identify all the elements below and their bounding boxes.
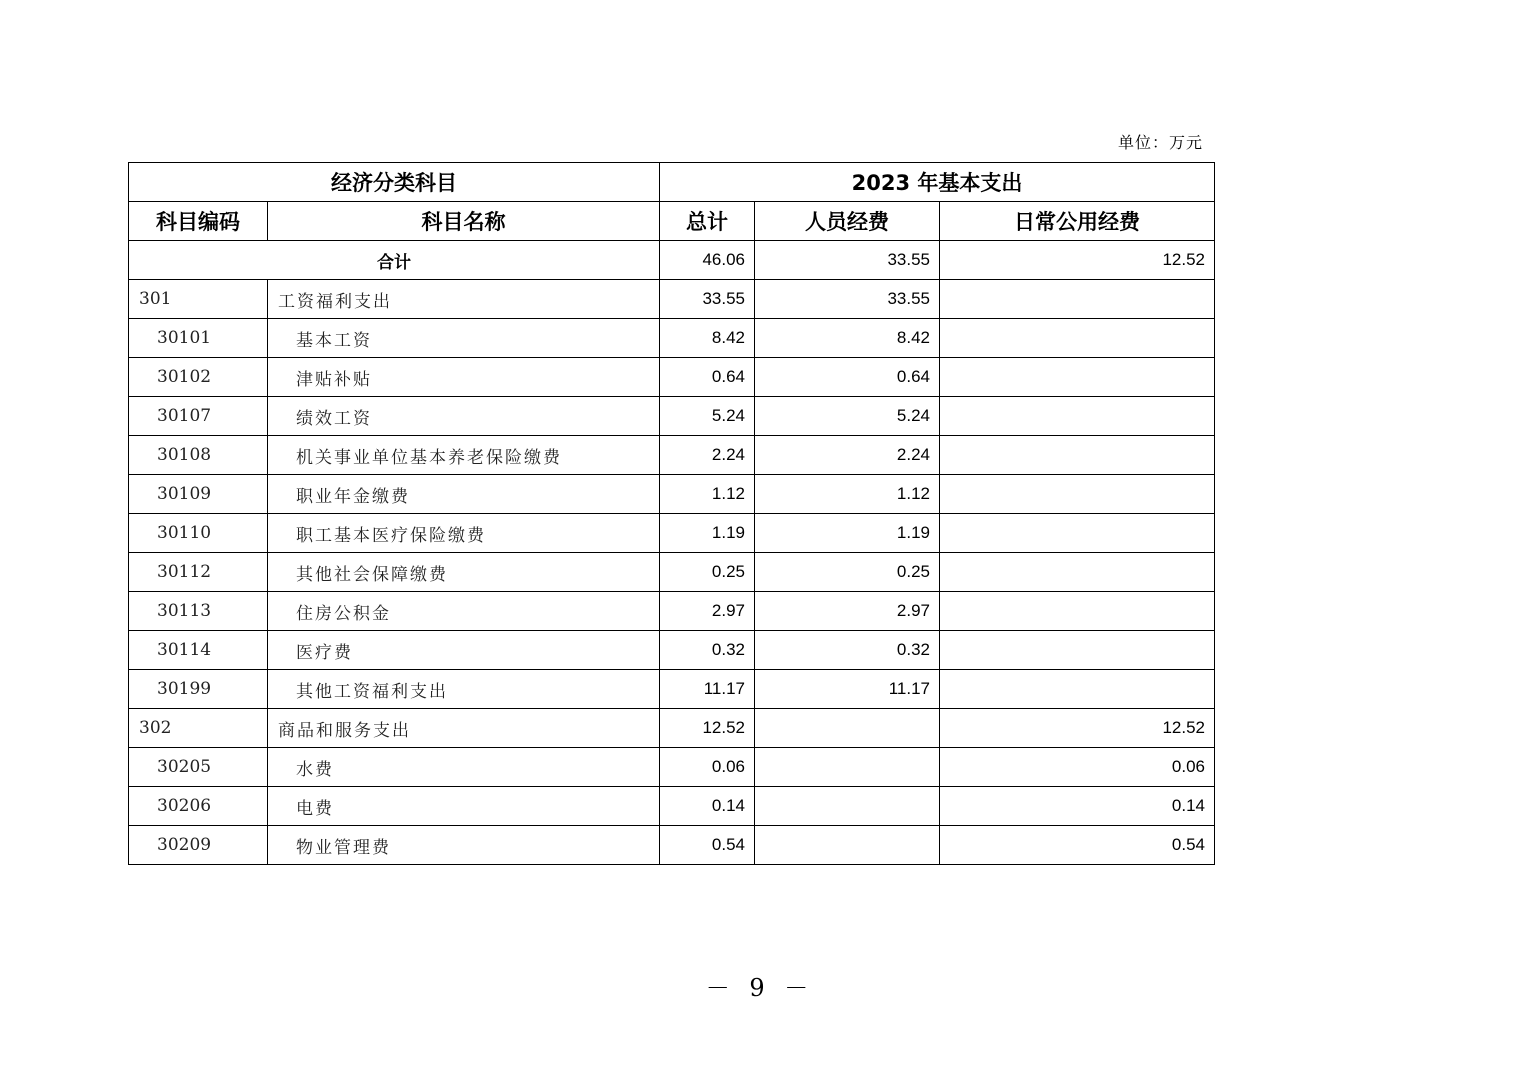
row-personnel: 1.19 (755, 514, 940, 553)
row-code: 30112 (129, 553, 268, 592)
row-public: 0.54 (940, 826, 1215, 865)
row-total: 5.24 (660, 397, 755, 436)
row-name: 基本工资 (268, 319, 660, 358)
row-public (940, 280, 1215, 319)
row-total: 0.25 (660, 553, 755, 592)
table-row (129, 514, 1215, 553)
row-code: 30107 (129, 397, 268, 436)
header-row-columns (129, 202, 1215, 241)
row-name: 电费 (268, 787, 660, 826)
row-personnel: 33.55 (755, 280, 940, 319)
row-personnel (755, 709, 940, 748)
header-row-top (129, 163, 1215, 202)
table-row (129, 319, 1215, 358)
table-row (129, 709, 1215, 748)
row-public (940, 670, 1215, 709)
row-total: 11.17 (660, 670, 755, 709)
row-name: 水费 (268, 748, 660, 787)
page-number: － 9 － (705, 974, 815, 1002)
row-total: 33.55 (660, 280, 755, 319)
row-public (940, 358, 1215, 397)
row-name: 物业管理费 (268, 826, 660, 865)
row-code: 30114 (129, 631, 268, 670)
row-code: 30108 (129, 436, 268, 475)
row-name: 其他工资福利支出 (268, 670, 660, 709)
row-personnel (755, 748, 940, 787)
row-name: 绩效工资 (268, 397, 660, 436)
row-code: 30209 (129, 826, 268, 865)
basic-expense-header: 2023 年基本支出 (660, 163, 1215, 202)
row-code: 30206 (129, 787, 268, 826)
row-code: 30110 (129, 514, 268, 553)
row-name: 职工基本医疗保险缴费 (268, 514, 660, 553)
row-code: 30205 (129, 748, 268, 787)
row-personnel (755, 826, 940, 865)
row-name: 住房公积金 (268, 592, 660, 631)
table-row (129, 475, 1215, 514)
total-label: 合计 (129, 241, 660, 280)
table-row (129, 436, 1215, 475)
row-public (940, 475, 1215, 514)
unit-label: 单位：万元 (1117, 133, 1203, 152)
table-row (129, 397, 1215, 436)
row-code: 301 (129, 280, 268, 319)
row-name: 医疗费 (268, 631, 660, 670)
row-personnel (755, 787, 940, 826)
row-public (940, 436, 1215, 475)
row-total: 2.97 (660, 592, 755, 631)
row-personnel: 8.42 (755, 319, 940, 358)
table-row (129, 631, 1215, 670)
row-personnel: 0.32 (755, 631, 940, 670)
total-total: 46.06 (660, 241, 755, 280)
row-name: 机关事业单位基本养老保险缴费 (268, 436, 660, 475)
table-row (129, 553, 1215, 592)
col-header-name: 科目名称 (268, 202, 660, 241)
row-personnel: 1.12 (755, 475, 940, 514)
row-personnel: 2.97 (755, 592, 940, 631)
row-name: 津贴补贴 (268, 358, 660, 397)
row-public (940, 631, 1215, 670)
table-row (129, 592, 1215, 631)
row-public: 0.06 (940, 748, 1215, 787)
row-personnel: 11.17 (755, 670, 940, 709)
table-row (129, 826, 1215, 865)
row-personnel: 2.24 (755, 436, 940, 475)
table-row (129, 787, 1215, 826)
table-row (129, 280, 1215, 319)
total-row (129, 241, 1215, 280)
row-public (940, 514, 1215, 553)
row-personnel: 5.24 (755, 397, 940, 436)
row-total: 0.06 (660, 748, 755, 787)
row-total: 0.14 (660, 787, 755, 826)
table-row (129, 748, 1215, 787)
row-personnel: 0.64 (755, 358, 940, 397)
row-total: 8.42 (660, 319, 755, 358)
row-public (940, 397, 1215, 436)
row-name: 其他社会保障缴费 (268, 553, 660, 592)
col-header-total: 总计 (660, 202, 755, 241)
col-header-code: 科目编码 (129, 202, 268, 241)
row-public: 0.14 (940, 787, 1215, 826)
row-code: 30113 (129, 592, 268, 631)
table-row (129, 358, 1215, 397)
total-personnel: 33.55 (755, 241, 940, 280)
row-code: 30102 (129, 358, 268, 397)
row-public: 12.52 (940, 709, 1215, 748)
row-code: 30199 (129, 670, 268, 709)
row-total: 0.32 (660, 631, 755, 670)
row-public (940, 592, 1215, 631)
row-name: 工资福利支出 (268, 280, 660, 319)
row-total: 1.19 (660, 514, 755, 553)
row-public (940, 319, 1215, 358)
table-row (129, 670, 1215, 709)
total-public: 12.52 (940, 241, 1215, 280)
row-name: 职业年金缴费 (268, 475, 660, 514)
row-total: 0.64 (660, 358, 755, 397)
row-personnel: 0.25 (755, 553, 940, 592)
econ-category-header: 经济分类科目 (129, 163, 660, 202)
row-code: 30101 (129, 319, 268, 358)
row-total: 2.24 (660, 436, 755, 475)
row-total: 1.12 (660, 475, 755, 514)
col-header-public: 日常公用经费 (940, 202, 1215, 241)
row-total: 12.52 (660, 709, 755, 748)
row-code: 302 (129, 709, 268, 748)
row-public (940, 553, 1215, 592)
basic-expense-table (128, 162, 1215, 865)
row-code: 30109 (129, 475, 268, 514)
row-name: 商品和服务支出 (268, 709, 660, 748)
col-header-personnel: 人员经费 (755, 202, 940, 241)
row-total: 0.54 (660, 826, 755, 865)
